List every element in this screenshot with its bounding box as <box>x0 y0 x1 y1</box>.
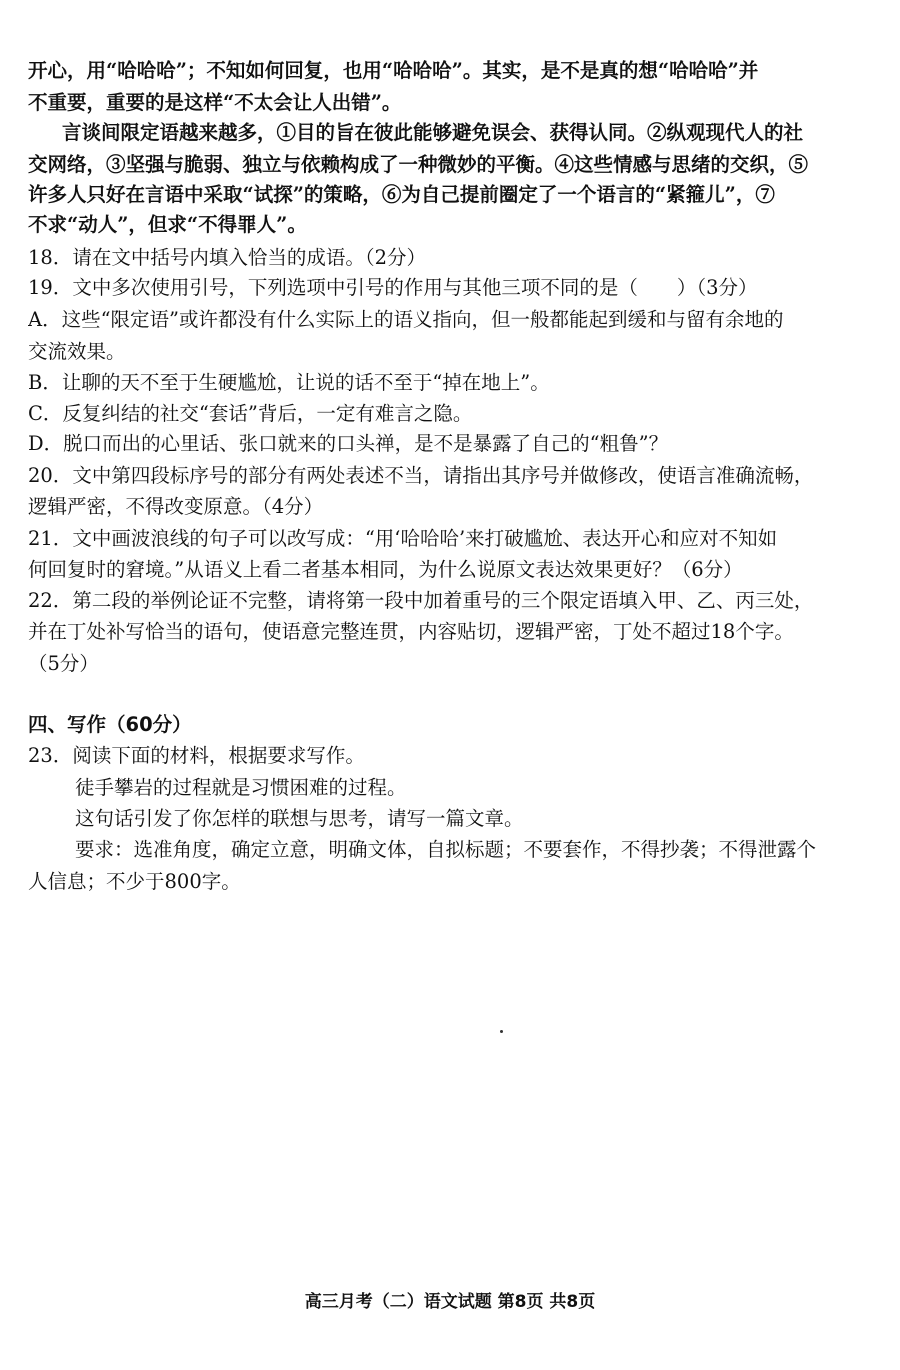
section-writing-title: 四、写作（60分） <box>28 713 192 736</box>
passage-line-1: 开心，用“哈哈哈”；不知如何回复，也用“哈哈哈”。其实，是不是真的想“哈哈哈”并 <box>28 59 759 82</box>
question-22-line-2: 并在丁处补写恰当的语句，使语意完整连贯，内容贴切，逻辑严密，丁处不超过18个字。 <box>28 620 794 643</box>
question-21-line-1: 21．文中画波浪线的句子可以改写成：“用‘哈哈哈’来打破尴尬、表达开心和应对不知如 <box>28 527 778 550</box>
question-22-line-3: （5分） <box>28 652 99 675</box>
question-22-line-1: 22．第二段的举例论证不完整，请将第一段中加着重号的三个限定语填入甲、乙、丙三处， <box>28 589 814 612</box>
passage-line-4: 交网络，③坚强与脆弱、独立与依赖构成了一种微妙的平衡。④这些情感与思绪的交织，⑤ <box>28 153 809 176</box>
page-footer: 高三月考（二）语文试题 第8页 共8页 <box>304 1292 596 1312</box>
writing-prompt: 这句话引发了你怎样的联想与思考，请写一篇文章。 <box>75 807 524 830</box>
writing-requirements-line-1: 要求：选准角度，确定立意，明确文体，自拟标题；不要套作，不得抄袭；不得泄露个 <box>75 838 817 861</box>
passage-line-3: 言谈间限定语越来越多，①目的旨在彼此能够避免误会、获得认同。②纵观现代人的社 <box>62 121 804 144</box>
option-c: C．反复纠结的社交“套话”背后，一定有难言之隐。 <box>28 402 473 425</box>
option-a-line-2: 交流效果。 <box>28 340 126 363</box>
question-23: 23．阅读下面的材料，根据要求写作。 <box>28 744 365 767</box>
question-18: 18．请在文中括号内填入恰当的成语。（2分） <box>28 246 426 269</box>
option-a-line-1: A．这些“限定语”或许都没有什么实际上的语义指向，但一般都能起到缓和与留有余地的 <box>28 308 784 331</box>
option-b: B．让聊的天不至于生硬尴尬，让说的话不至于“掉在地上”。 <box>28 371 550 394</box>
question-20-line-1: 20．文中第四段标序号的部分有两处表述不当，请指出其序号并做修改，使语言准确流畅， <box>28 464 814 487</box>
writing-requirements-line-2: 人信息；不少于800字。 <box>28 870 241 893</box>
speck-mark <box>500 1030 503 1033</box>
option-d: D．脱口而出的心里话、张口就来的口头禅，是不是暴露了自己的“粗鲁”？ <box>28 432 669 455</box>
passage-line-2: 不重要，重要的是这样“不太会让人出错”。 <box>28 91 402 114</box>
question-19: 19．文中多次使用引号，下列选项中引号的作用与其他三项不同的是（ ）（3分） <box>28 276 758 299</box>
writing-material: 徒手攀岩的过程就是习惯困难的过程。 <box>75 776 407 799</box>
passage-line-6: 不求“动人”，但求“不得罪人”。 <box>28 213 307 236</box>
question-21-line-2: 何回复时的窘境。”从语义上看二者基本相同，为什么说原文表达效果更好？（6分） <box>28 558 743 581</box>
question-20-line-2: 逻辑严密，不得改变原意。（4分） <box>28 495 324 518</box>
passage-line-5: 许多人只好在言语中采取“试探”的策略，⑥为自己提前圈定了一个语言的“紧箍儿”，⑦ <box>28 183 775 206</box>
